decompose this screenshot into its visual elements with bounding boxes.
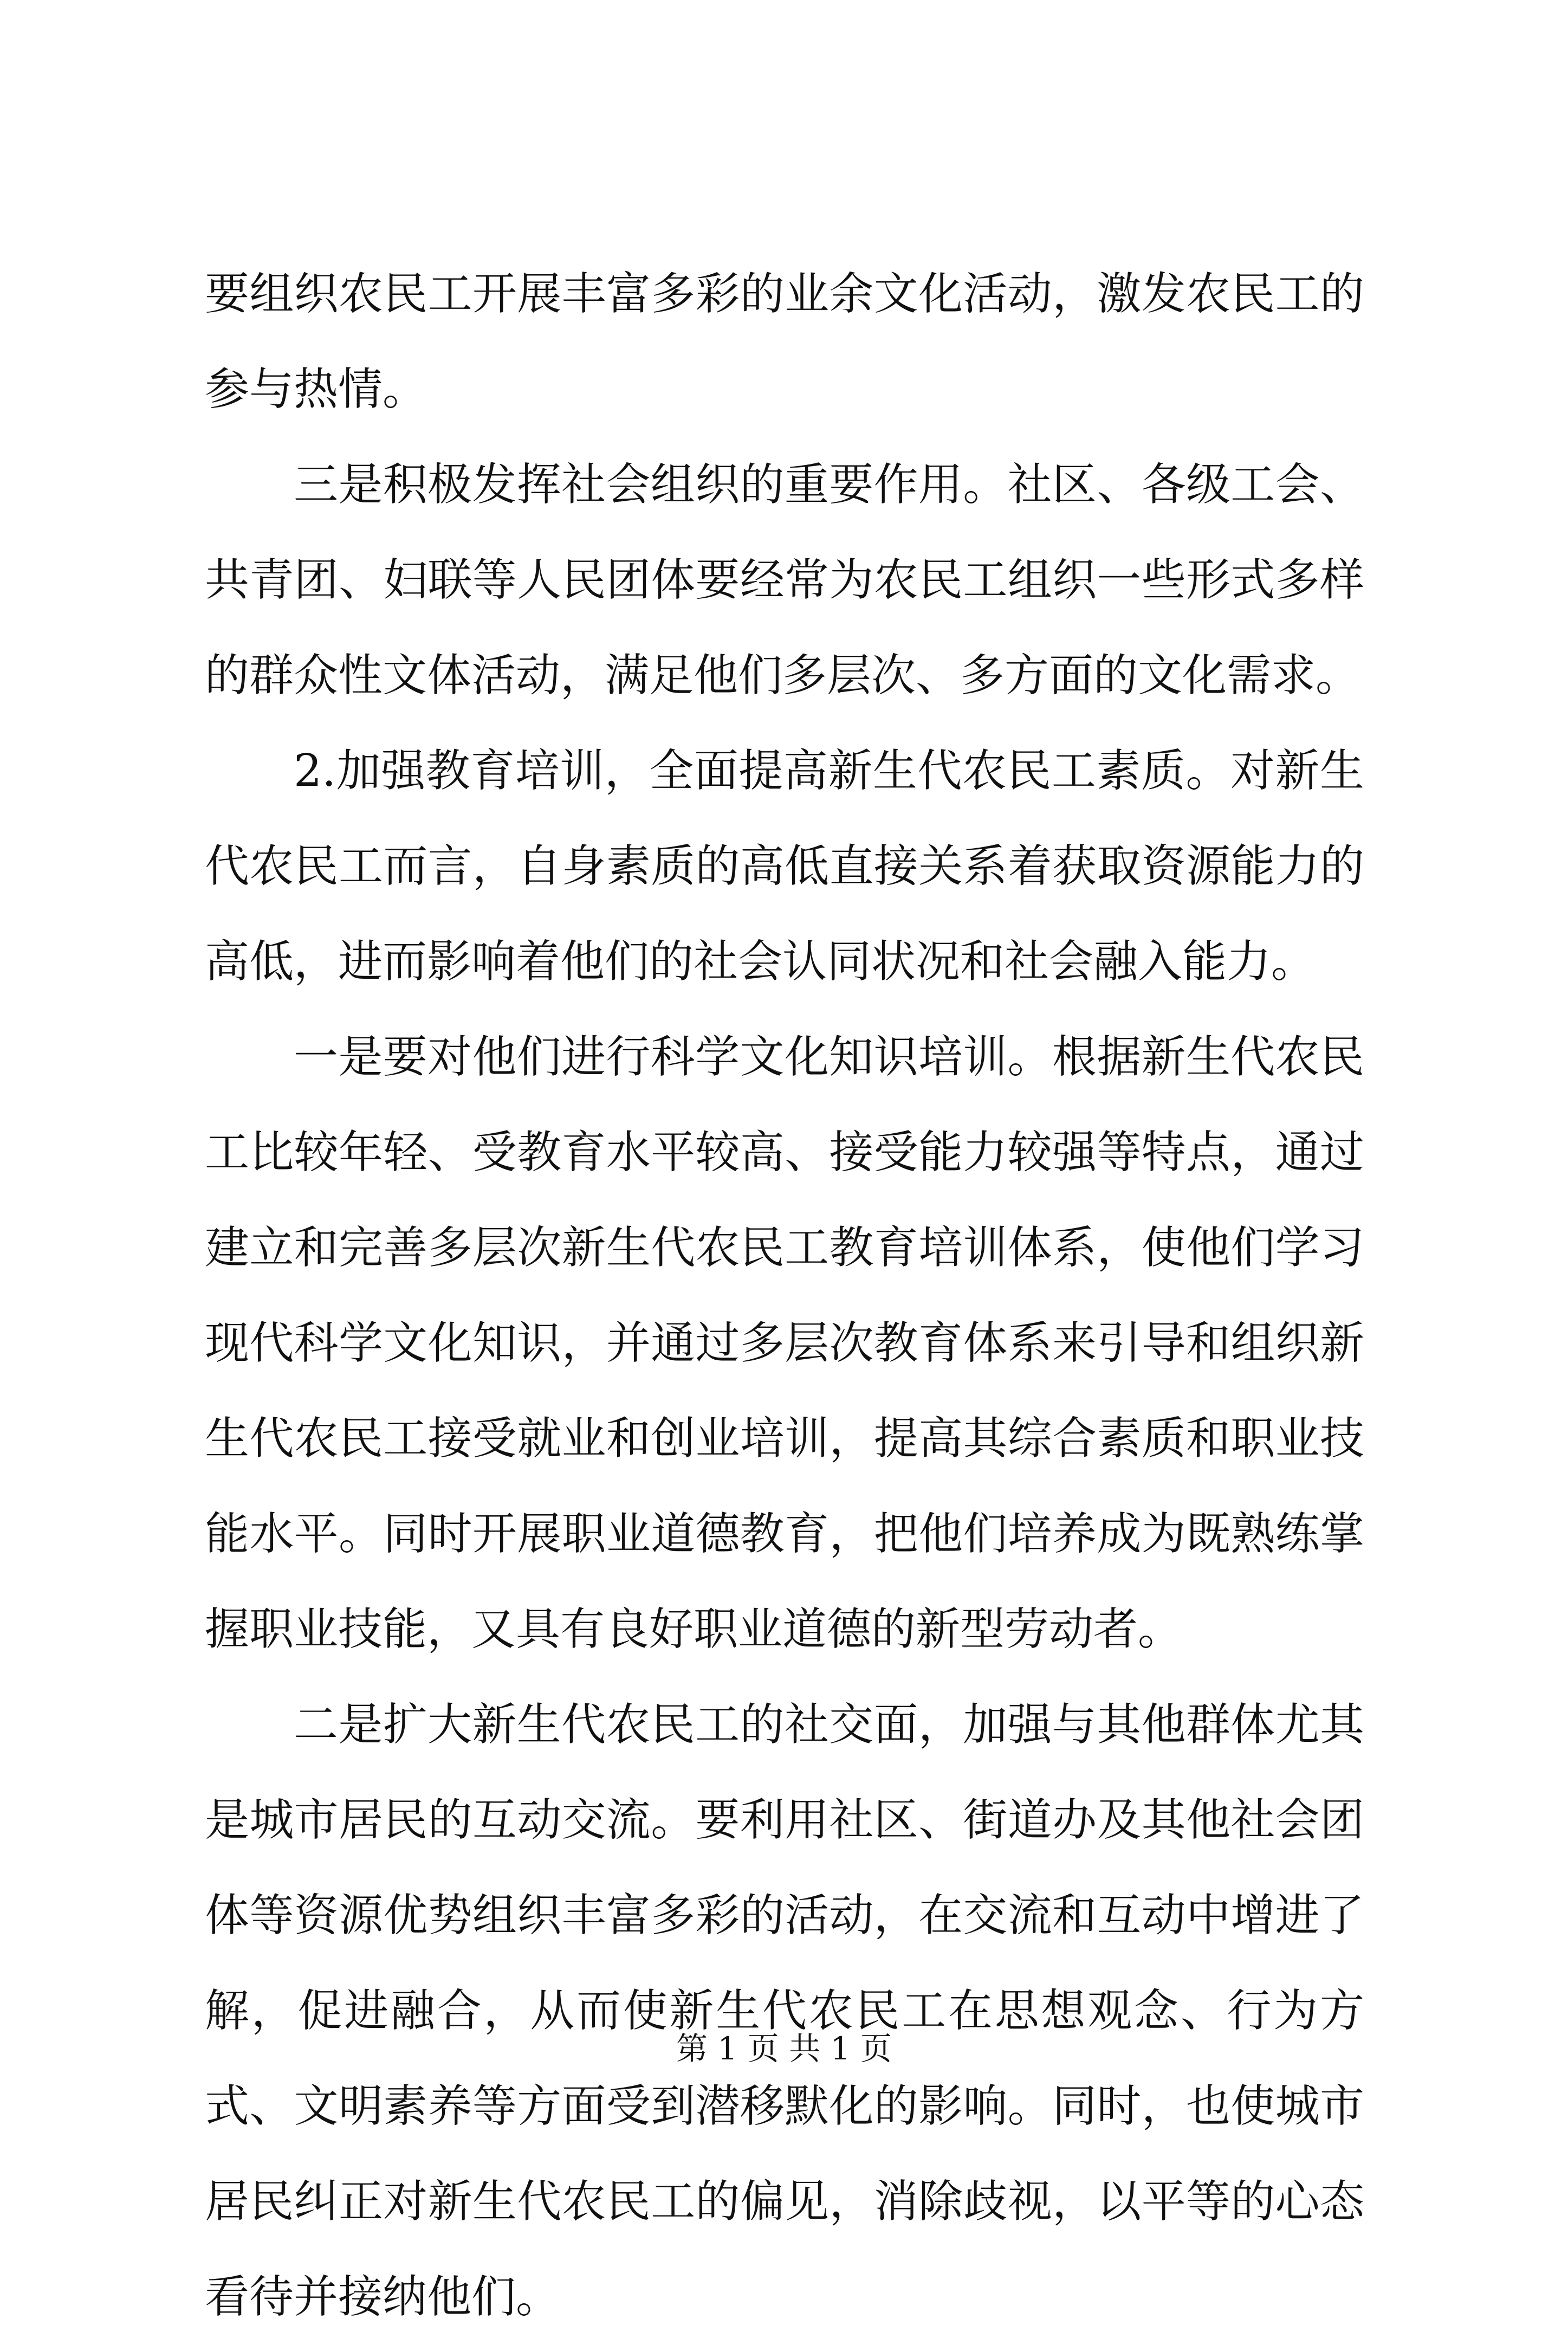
paragraph: 二是扩大新生代农民工的社交面，加强与其他群体尤其是城市居民的互动交流。要利用社区、街道办及其他社会团体等资源优势组织丰富多彩的活动，在交流和互动中增进了解，促进融合，从而使新生代农民工在思想观念、行为方式、文明素养等方面受到潜移默化的影响。同时，也使城市居民纠正对新生代农民工的偏见，消除歧视，以平等的心态看待并接纳他们。 [205,1699,1364,2323]
paragraph: 2.加强教育培训，全面提高新生代农民工素质。对新生代农民工而言，自身素质的高低直接关系着获取资源能力的高低，进而影响着他们的社会认同状况和社会融入能力。 [205,745,1364,987]
paragraph: 三是积极发挥社会组织的重要作用。社区、各级工会、共青团、妇联等人民团体要经常为农民工组织一些形式多样的群众性文体活动，满足他们多层次、多方面的文化需求。 [205,459,1364,701]
page-footer: 第 1 页 共 1 页 [676,2030,892,2067]
paragraph: 一是要对他们进行科学文化知识培训。根据新生代农民工比较年轻、受教育水平较高、接受能力较强等特点，通过建立和完善多层次新生代农民工教育培训体系，使他们学习现代科学文化知识，并通过多层次教育体系来引导和组织新生代农民工接受就业和创业培训，提高其综合素质和职业技能水平。同时开展职业道德教育，把他们培养成为既熟练掌握职业技能，又具有良好职业道德的新型劳动者。 [205,1031,1364,1655]
paragraph: 要组织农民工开展丰富多彩的业余文化活动，激发农民工的参与热情。 [205,268,1364,415]
